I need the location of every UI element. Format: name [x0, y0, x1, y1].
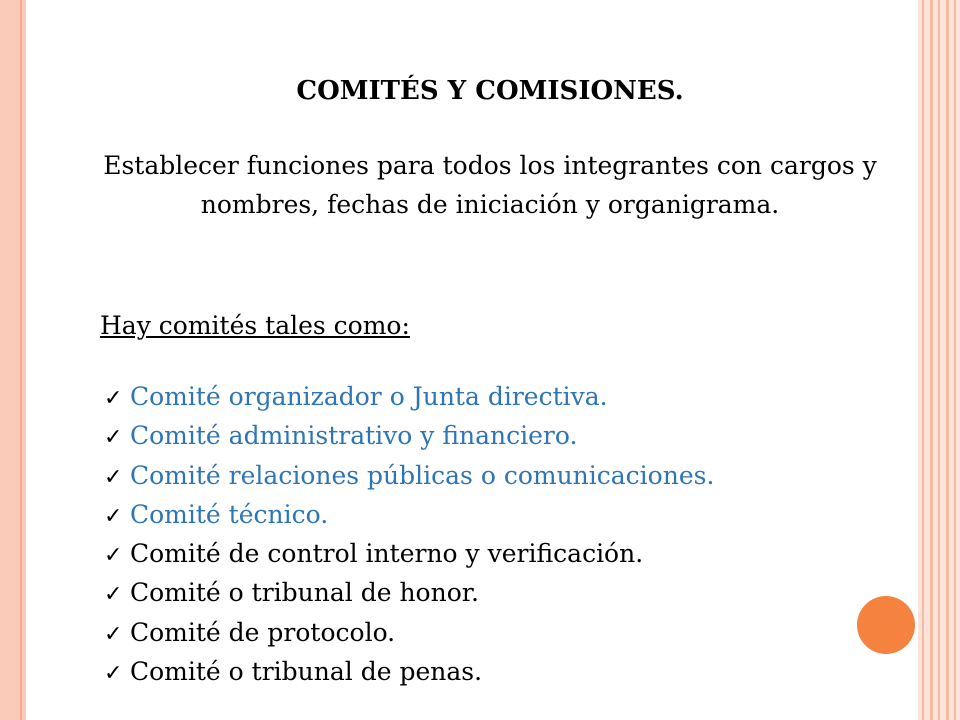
right-frame-stripe: [946, 0, 949, 720]
list-item: [104, 417, 714, 456]
check-icon: ✓: [104, 503, 123, 529]
list-item: [104, 653, 714, 692]
committee-name: Comité administrativo y financiero.: [130, 421, 578, 451]
list-item: [104, 496, 714, 535]
list-subheading: Hay comités tales como:: [100, 311, 410, 340]
check-icon: ✓: [104, 621, 123, 647]
committee-name: Comité de protocolo.: [130, 617, 396, 647]
list-item: [104, 535, 714, 574]
right-frame-stripe: [938, 0, 940, 720]
committee-name: Comité o tribunal de penas.: [130, 657, 483, 687]
committee-list: [104, 378, 714, 692]
check-icon: ✓: [104, 386, 123, 411]
intro-paragraph: Establecer funciones para todos los integrantes con cargos y nombres, fechas de iniciación y organigrama.: [103, 151, 877, 219]
accent-circle: [857, 596, 915, 654]
list-item: [104, 574, 714, 613]
list-item: [104, 378, 714, 417]
left-frame-band: [0, 0, 26, 720]
committee-name: Comité o tribunal de honor.: [130, 578, 479, 608]
check-icon: ✓: [104, 582, 123, 608]
right-frame-stripe: [930, 0, 933, 720]
right-frame-stripe: [922, 0, 924, 720]
right-frame-stripe: [954, 0, 956, 720]
committee-name: Comité de control interno y verificación.: [130, 539, 644, 569]
check-icon: ✓: [104, 464, 123, 490]
list-item: [104, 457, 714, 496]
committee-name: Comité relaciones públicas o comunicaciones.: [130, 460, 715, 490]
left-frame-line: [20, 0, 22, 720]
list-item: [104, 614, 714, 653]
check-icon: ✓: [104, 661, 123, 687]
committee-name: Comité organizador o Junta directiva.: [130, 382, 608, 411]
committee-name: Comité técnico.: [130, 499, 329, 529]
check-icon: ✓: [104, 425, 123, 451]
check-icon: ✓: [104, 543, 123, 569]
slide-title: COMITÉS Y COMISIONES.: [296, 76, 684, 106]
